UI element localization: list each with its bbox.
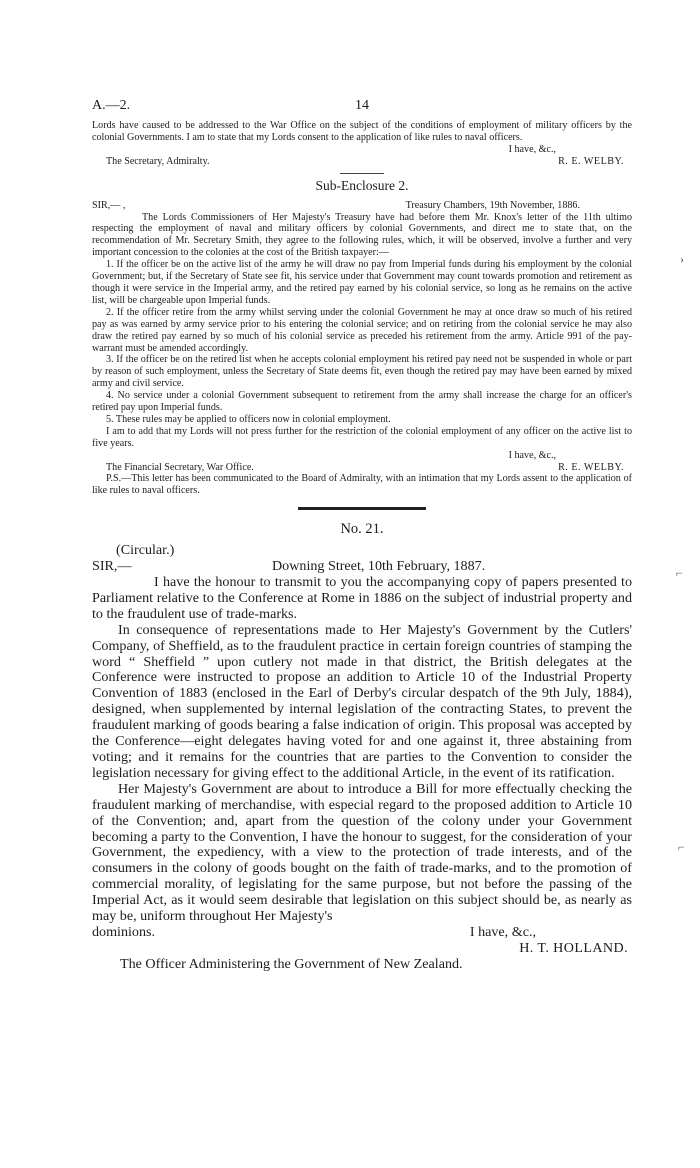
no21-paragraph: Her Majesty's Government are about to introduce a Bill for more effectually checking the fraudulent marking of merchandise, with especial regard to the proposed addition to Article 10 of the Convention; and, apart from the question of the colony under your Government becoming a party to the Convention, I have the honour to suggest, for the consideration of your Government, the expediency, with a view to the protection of trade interests, and of the consumers in the colony of goods bought on the faith of trade-marks, and to the promotion of commercial morality, of legislating for the same purpose, but not before the passing of the Imperial Act, as it would seem desirable that legislation on this subject should be, as nearly as may be, uniform throughout Her Majesty's	[92, 780, 632, 925]
sub-enclosure-letter	[92, 200, 632, 498]
no21-circular: (Circular.)	[116, 542, 175, 559]
margin-mark: ⌐	[678, 840, 685, 854]
sub-enclosure-closing: I have, &c.,	[508, 449, 556, 461]
document-reference: A.—2.	[92, 98, 131, 113]
no21-salutation: SIR,—	[92, 558, 132, 575]
no21-closing-row	[92, 925, 632, 941]
margin-mark: ⌐	[676, 566, 683, 580]
rule-item: 3. If the officer be on the retired list when he accepts colonial employment his retired pay need not be suspended in whole or part by reason of such employment, unless the Secretary of State deems fit, even though the retired pay may have been earned by mixed army and civil service.	[92, 354, 632, 390]
section-divider	[340, 173, 384, 174]
sub-enclosure-title: Sub-Enclosure 2.	[315, 177, 409, 193]
rule-item: 2. If the officer retire from the army whilst serving under the colonial Government he may at once draw so much of his retired pay as was earned by army service prior to his entering the colonial service; and on retiring from the colonial service he may also draw the retired pay earned by so much of his colonial service as preceded his retirement from the army. Article 991 of the pay-warrant must be amended accordingly.	[92, 306, 632, 354]
fragment-closing: I have, &c.,	[508, 143, 556, 155]
page-header	[92, 98, 632, 120]
margin-mark: ›	[680, 252, 684, 266]
sub-enclosure-signature: R. E. WELBY.	[558, 461, 624, 473]
sub-enclosure-dateline	[92, 200, 632, 212]
thick-divider	[298, 507, 426, 510]
fragment-text: Lords have caused to be addressed to the War Office on the subject of the conditions of employment of military officers by the colonial Governments. I am to state that my Lords consent to the application of like rules to naval officers.	[92, 120, 632, 143]
rule-item: 5. These rules may be applied to officers now in colonial employment.	[106, 413, 391, 425]
sub-enclosure-final: I am to add that my Lords will not press further for the restriction of the colonial employment of any officer on the active list to five years.	[92, 425, 632, 449]
rule-item: 1. If the officer be on the active list of the army he will draw no pay from Imperial funds during his employment by the colonial Government; but, if the Secretary of State see fit, his service under that Government may count towards promotion and retirement as though it were service in the Imperial army, and the retired pay earned by his colonial service, so long as he remains on the active list, will be chargeable upon Imperial funds.	[92, 259, 632, 306]
postscript: P.S.—This letter has been communicated to the Board of Admiralty, with an intimation that my Lords assent to the application of like rules to naval officers.	[92, 473, 632, 497]
no21-paragraph: I have the honour to transmit to you the accompanying copy of papers presented to Parliament relative to the Conference at Rome in 1886 on the subject of industrial property and to the fraudulent use of trade-marks.	[92, 574, 632, 622]
sub-enclosure-place-date: Treasury Chambers, 19th November, 1886.	[405, 199, 580, 211]
no21-letter	[92, 522, 632, 972]
no21-signature: H. T. HOLLAND.	[519, 939, 628, 956]
fragment-signature: R. E. WELBY.	[558, 155, 624, 167]
fragment-addressee: The Secretary, Admiralty.	[106, 155, 210, 167]
no21-title: No. 21.	[340, 521, 384, 538]
rule-item: 4. No service under a colonial Government subsequent to retirement from the army shall increase the charge for an officer's retired pay upon Imperial funds.	[92, 390, 632, 414]
fragment-signature-row	[92, 156, 632, 168]
sub-enclosure-signature-row	[92, 462, 632, 474]
document-page	[92, 98, 632, 973]
no21-paragraph: In consequence of representations made to Her Majesty's Government by the Cutlers' Company, of Sheffield, as to the fraudulent practice in certain foreign countries of stamping the word “ Sheffield ” upon cutlery not made in that district, the British delegates at the Conference were instructed to propose an addition to Article 10 of the Industrial Property Convention of 1883 (enclosed in the Earl of Derby's circular despatch of the 9th July, 1884), designed, when supplemented by internal legislation of the contracting States, to prevent the fraudulent marking of goods bearing a false indication of origin. This proposal was accepted by the Conference—eight delegates having voted for and one against it, three abstaining from voting; and it remains for the countries that are parties to the Convention to consider the legislation necessary for giving effect to the additional Article, in the event of its ratification.	[92, 621, 632, 781]
top-fragment	[92, 120, 632, 168]
sub-enclosure-intro: The Lords Commissioners of Her Majesty's Treasury have had before them Mr. Knox's letter of the 11th ultimo respecting the employment of naval and military officers by colonial Governments, and direct me to state that, on the recommendation of Mr. Secretary Smith, they agree to the following rules, which, it will be observed, involve a further and very important concession to the colonies at the cost of the British taxpayer:—	[92, 211, 632, 259]
no21-closing: I have, &c.,	[469, 923, 536, 940]
page-number: 14	[355, 98, 369, 113]
sub-enclosure-addressee: The Financial Secretary, War Office.	[106, 461, 254, 473]
no21-last-line: dominions.	[92, 923, 156, 940]
sub-enclosure-salutation: SIR,— ,	[92, 199, 126, 211]
no21-dateline	[92, 559, 632, 575]
no21-place-date: Downing Street, 10th February, 1887.	[272, 558, 486, 575]
no21-addressee: The Officer Administering the Government of New Zealand.	[120, 955, 463, 972]
